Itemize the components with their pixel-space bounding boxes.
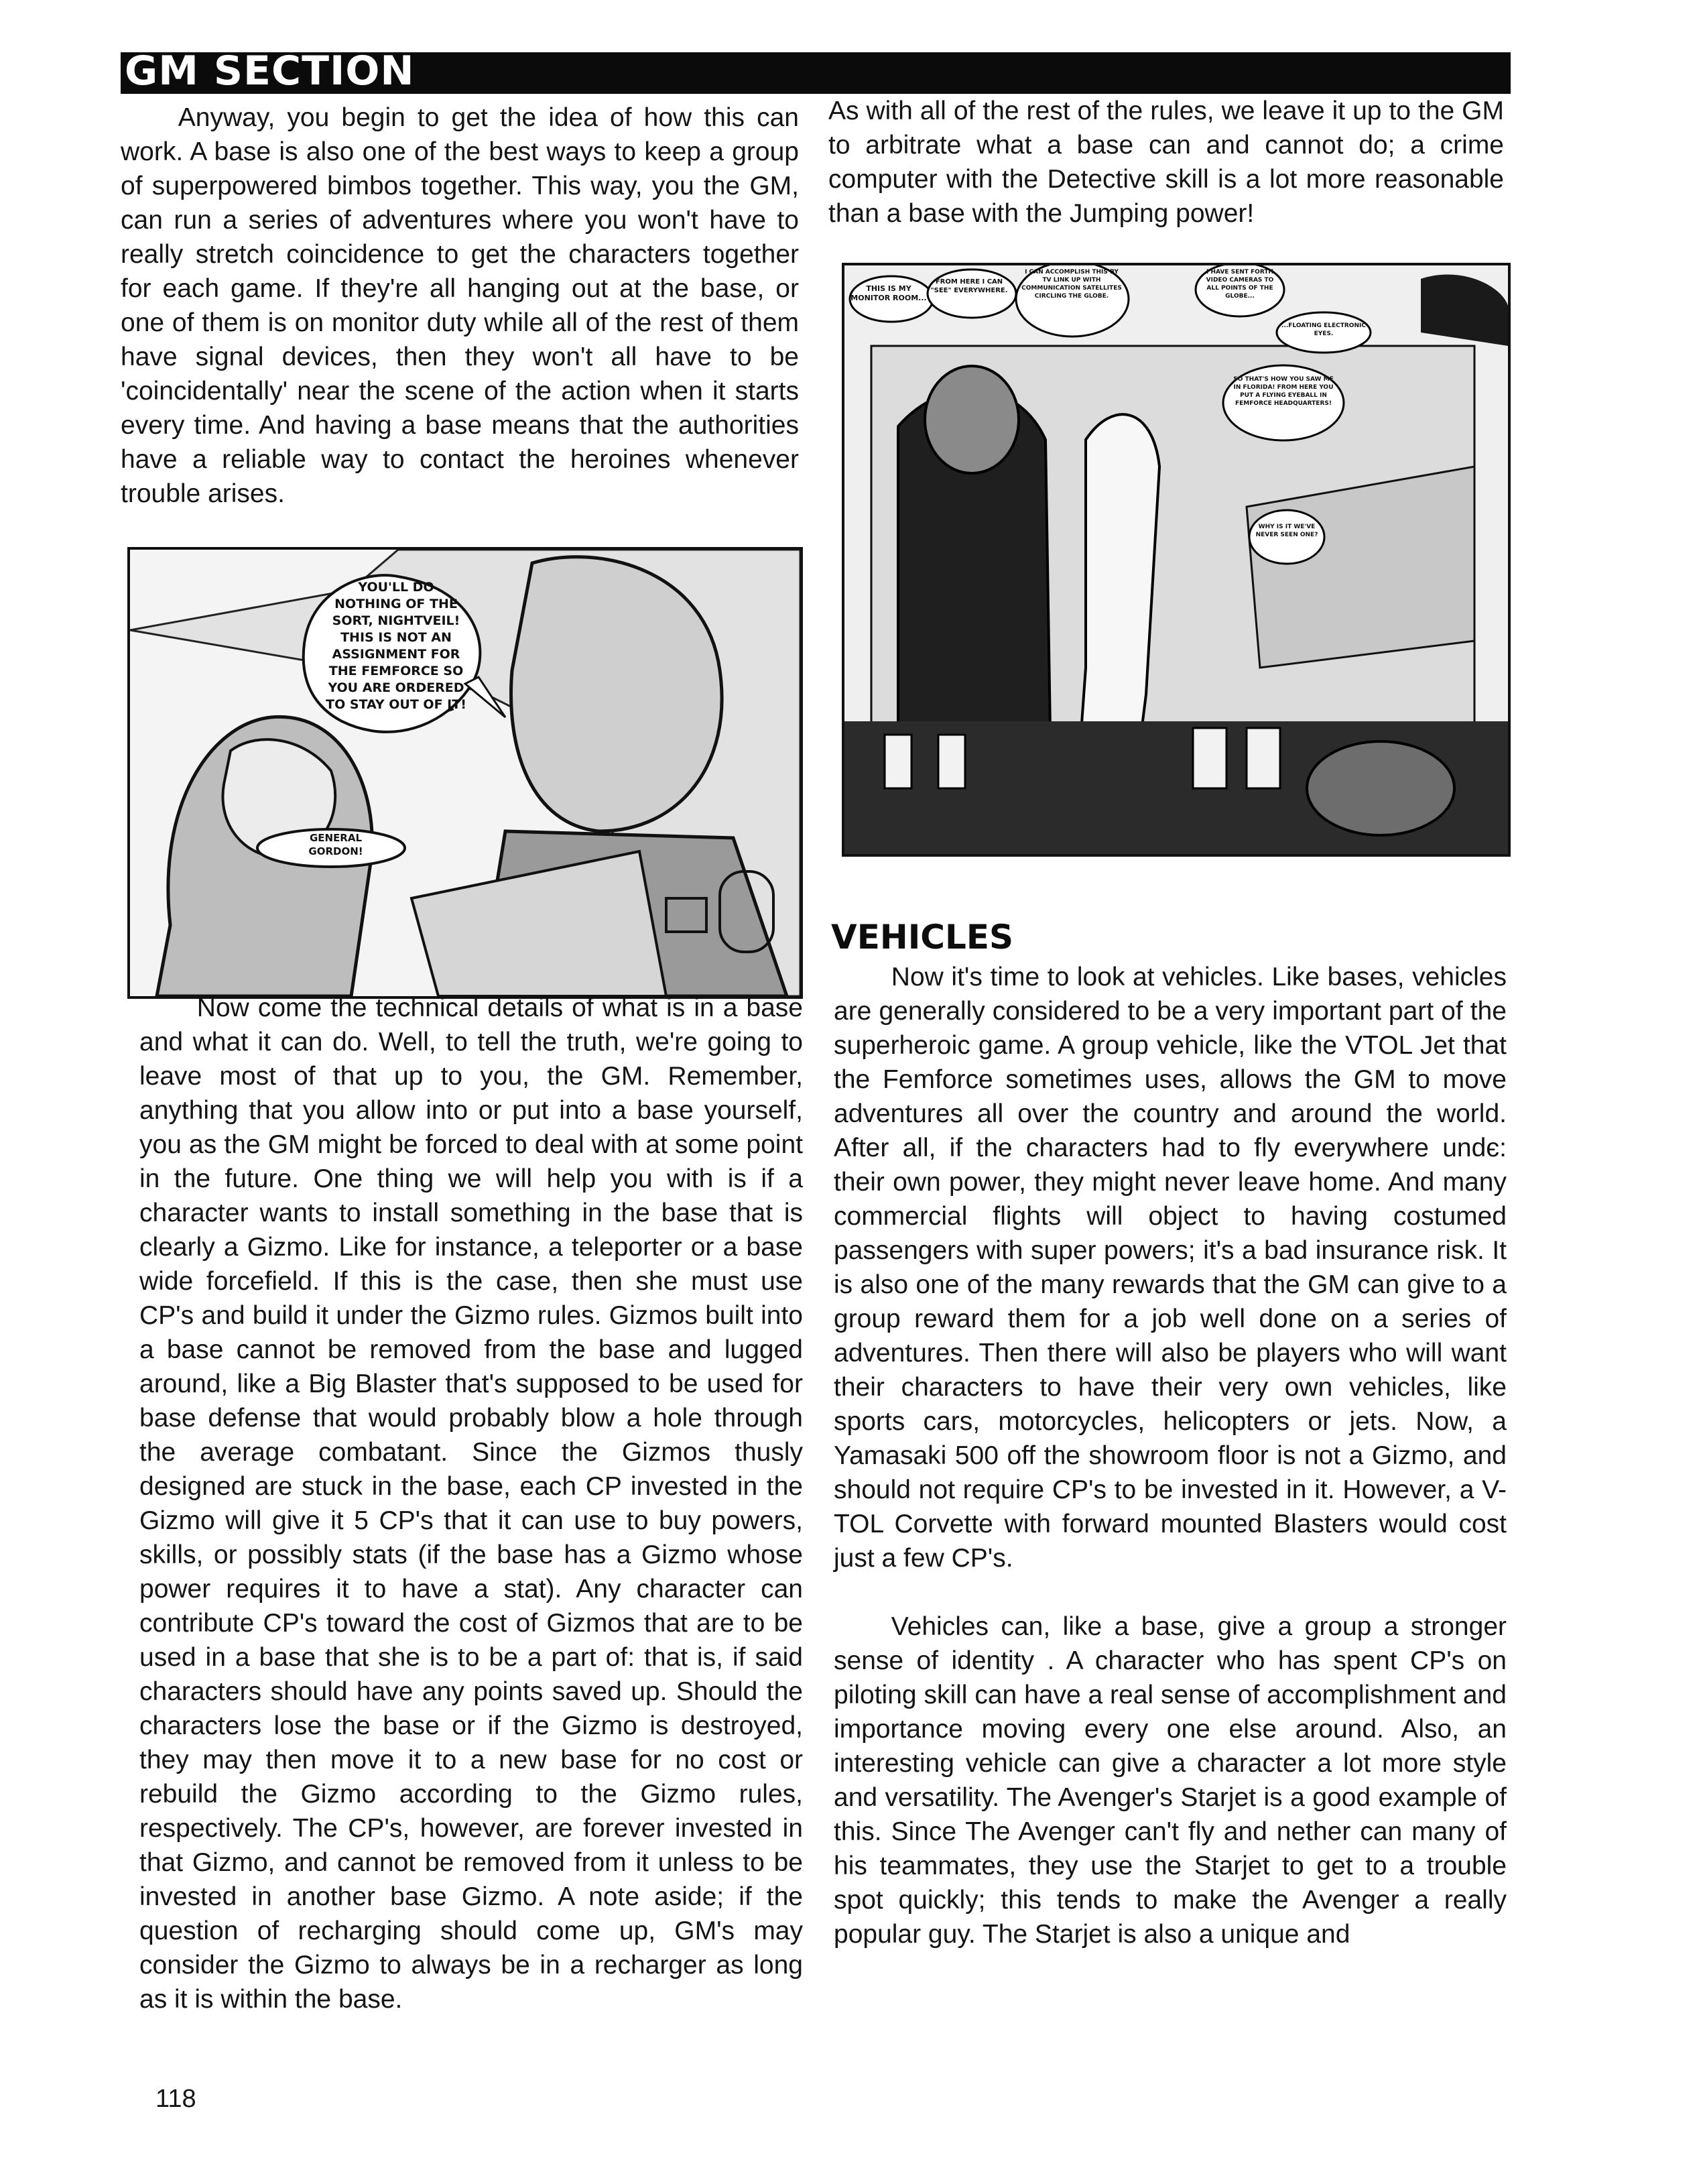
speech-balloon-7: WHY IS IT WE'VE NEVER SEEN ONE? xyxy=(1255,524,1318,538)
speech-balloon-2: FROM HERE I CAN "SEE" EVERYWHERE. xyxy=(930,278,1008,294)
comic-panel-monitor-room xyxy=(842,263,1511,857)
left-column-top xyxy=(121,101,799,511)
speech-balloon-3: I CAN ACCOMPLISH THIS BY TV LINK UP WITH COMMUNICATION SATELLITES CIRCLING THE GLOBE. xyxy=(1021,269,1122,300)
section-title: GM SECTION xyxy=(125,48,415,95)
paragraph-vehicles-identity: Vehicles can, like a base, give a group a stronger sense of identity . A character who has spent CP's on piloting skill can have a real sense of accomplishment and importance moving every one else around. Also, an interesting vehicle can give a character a lot more style and versatility. The Avenger's Starjet is a good example of this. Since The Avenger can't fly and nether can many of his teammates, they use the Starjet to get to a trouble spot quickly; this tends to make the Avenger a really popular guy. The Starjet is also a unique and xyxy=(834,1612,1507,1949)
paragraph-technical-details: Now come the technical details of what is in a base and what it can do. Well, to tell the truth, we're going to leave most of that up to you, the GM. Remember, anything that you allow into or put into a base yourself, you as the GM might be forced to deal with at some point in the future. One thing we will help you with is if a character wants to install something in the base that is clearly a Gizmo. Like for instance, a teleporter or a base wide forcefield. If this is the case, then she must use CP's and build it under the Gizmo rules. Gizmos built into a base cannot be removed from the base and lugged around, like a Big Blaster that's supposed to be used for base defense that would probably blow a hole through the average combatant. Since the Gizmos thusly designed are stuck in the base, each CP invested in the Gizmo will give it 5 CP's that it can use to buy powers, skills, or possibly stats (if the base has a Gizmo whose power requires it to have a stat). Any character can contribute CP's toward the cost of Gizmos that are to be used in a base that she is to be a part of: that is, if said characters should have any points saved up. Should the characters lose the base or if the Gizmo is destroyed, they may then move it to a new base for no cost or rebuild the Gizmo according to the Gizmo rules, respectively. The CP's, however, are forever invested in that Gizmo, and cannot be removed from it unless to be invested in another base Gizmo. A note aside; if the question of recharging should come up, GM's may consider the Gizmo to always be in a recharger as long as it is within the base. xyxy=(139,993,803,2014)
page-number: 118 xyxy=(155,2085,196,2113)
comic-panel-general xyxy=(127,547,803,999)
speech-balloon-1: THIS IS MY MONITOR ROOM... xyxy=(850,284,927,302)
comic-art-monitor-room xyxy=(844,265,1508,854)
right-column-vehicles xyxy=(834,960,1507,1951)
left-column-bottom xyxy=(139,991,803,2016)
paragraph-gm-arbitrate: As with all of the rest of the rules, we leave it up to the GM to arbitrate what a base can and cannot do; a crime computer with the Detective skill is a lot more reasonable than a base with the Jumping power! xyxy=(828,97,1504,228)
paragraph-vehicles-intro: Now it's time to look at vehicles. Like bases, vehicles are generally considered to be a very important part of the superheroic game. A group vehicle, like the VTOL Jet that the Femforce sometimes uses, allows the GM to move adventures all over the country and around the world. After all, if the characters had to fly everywhere undє: their own power, they might never leave home. And many commercial flights will object to having costumed passengers with super powers; it's a bad insurance risk. It is also one of the many rewards that the GM can give to a group reward them for a job well done on a series of adventures. Then there will also be players who will want their characters to have their very own vehicles, like sports cars, motorcycles, helicopters or jets. Now, a Yamasaki 500 off the showroom floor is not a Gizmo, and should not require CP's to be invested in it. However, a V-TOL Corvette with forward mounted Blasters would cost just a few CP's. xyxy=(834,963,1507,1573)
speech-balloon-6: SO THAT'S HOW YOU SAW ME IN FLORIDA! FROM HERE YOU PUT A FLYING EYEBALL IN FEMFORCE HEADQUARTERS! xyxy=(1233,376,1334,407)
right-column-top xyxy=(828,94,1504,231)
speech-balloon-4: I HAVE SENT FORTH VIDEO CAMERAS TO ALL POINTS OF THE GLOBE... xyxy=(1206,269,1274,300)
speech-balloon-reply: GENERAL GORDON! xyxy=(308,832,363,857)
vehicles-heading: VEHICLES xyxy=(831,918,1014,957)
paragraph-base-intro: Anyway, you begin to get the idea of how this can work. A base is also one of the best ways to keep a group of superpowered bimbos together. This way, you the GM, can run a series of adventures where you won't have to really stretch coincidence to get the characters together for each game. If they're all hanging out at the base, or one of them is on monitor duty while all of the rest of them have signal devices, then they won't all have to be 'coincidentally' near the scene of the action when it starts every time. And having a base means that the authorities have a reliable way to contact the heroines whenever trouble arises. xyxy=(121,103,799,508)
speech-balloon-5: ...FLOATING ELECTRONIC EYES. xyxy=(1281,322,1366,337)
speech-balloon-general: YOU'LL DO NOTHING OF THE SORT, NIGHTVEIL! THIS IS NOT AN ASSIGNMENT FOR THE FEMFORCE SO YOU ARE ORDERED TO STAY OUT OF IT! xyxy=(326,580,466,712)
